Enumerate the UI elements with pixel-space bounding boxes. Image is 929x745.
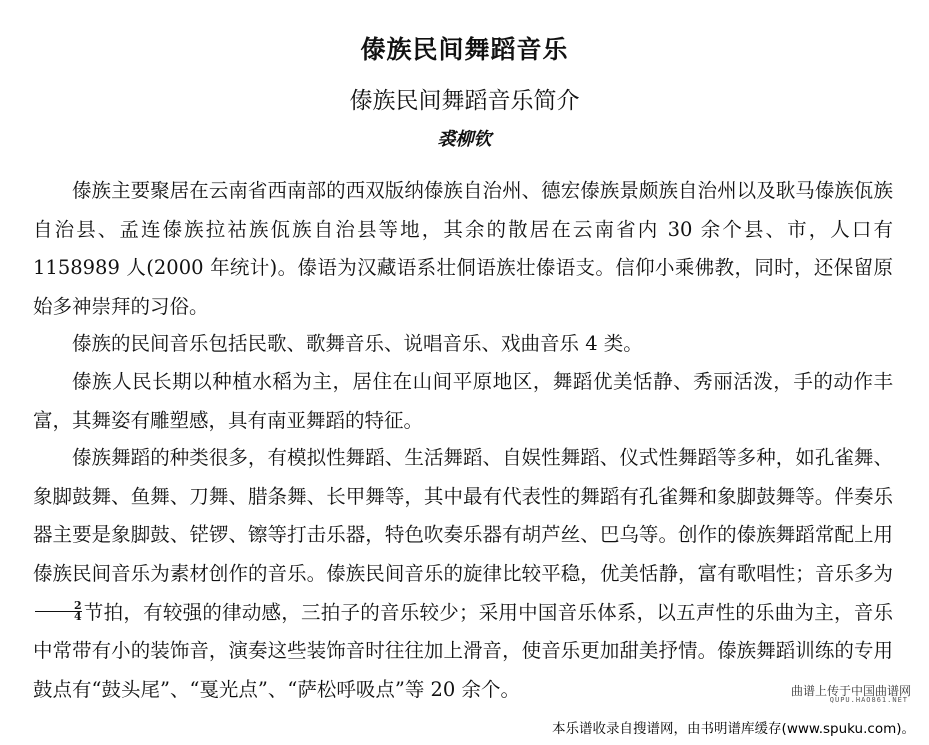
time-signature-fraction xyxy=(35,598,82,623)
author-name: 裘柳钦 xyxy=(437,129,492,150)
page-subtitle: 傣族民间舞蹈音乐简介 xyxy=(349,88,580,114)
paragraph-4 xyxy=(33,439,893,709)
fraction-denominator: 4 xyxy=(74,609,82,623)
paragraph-4-part-2: 节拍，有较强的律动感，三拍子的音乐较少；采用中国音乐体系，以五声性的乐曲为主，音乐中常带有小的装饰音，演奏这些装饰音时往往加上滑音，使音乐更加甜美抒情。傣族舞蹈训练的专用鼓点有“鼓头尾”、“戛光点”、“萨松呼吸点”等 20 余个。 xyxy=(33,600,893,701)
source-footer: 本乐谱收录自搜谱网，由书明谱库缓存(www.spuku.com)。 xyxy=(552,721,915,737)
paragraph-2: 傣族的民间音乐包括民歌、歌舞音乐、说唱音乐、戏曲音乐 4 类。 xyxy=(72,332,643,356)
fraction-numerator: 2 xyxy=(35,601,82,612)
watermark-url: QUPU.HAO861.NET xyxy=(829,696,908,704)
watermark-text: 曲谱上传于中国曲谱网 xyxy=(790,684,911,698)
paragraph-4-part-1: 傣族舞蹈的种类很多，有模拟性舞蹈、生活舞蹈、自娱性舞蹈、仪式性舞蹈等多种，如孔雀舞、象脚鼓舞、鱼舞、刀舞、腊条舞、长甲舞等，其中最有代表性的舞蹈有孔雀舞和象脚鼓舞等。伴奏乐器主要是象脚鼓、铓锣、镲等打击乐器，特色吹奏乐器有胡芦丝、巴乌等。创作的傣族舞蹈常配上用傣族民间音乐为素材创作的音乐。傣族民间音乐的旋律比较平稳，优美恬静，富有歌唱性；音乐多为 xyxy=(33,446,893,585)
article-body xyxy=(33,172,893,709)
paragraph-3: 傣族人民长期以种植水稻为主，居住在山间平原地区，舞蹈优美恬静、秀丽活泼，手的动作丰富，其舞姿有雕塑感，具有南亚舞蹈的特征。 xyxy=(33,369,893,432)
page-title: 傣族民间舞蹈音乐 xyxy=(360,35,569,64)
paragraph-1: 傣族主要聚居在云南省西南部的西双版纳傣族自治州、德宏傣族景颇族自治州以及耿马傣族佤族自治县、孟连傣族拉祜族佤族自治县等地，其余的散居在云南省内 30 余个县、市，人口有 1158989 人(2000 年统计)。傣语为汉藏语系壮侗语族壮傣语支。信仰小乘佛教，同时，还保留原始多神崇拜的习俗。 xyxy=(33,179,893,318)
